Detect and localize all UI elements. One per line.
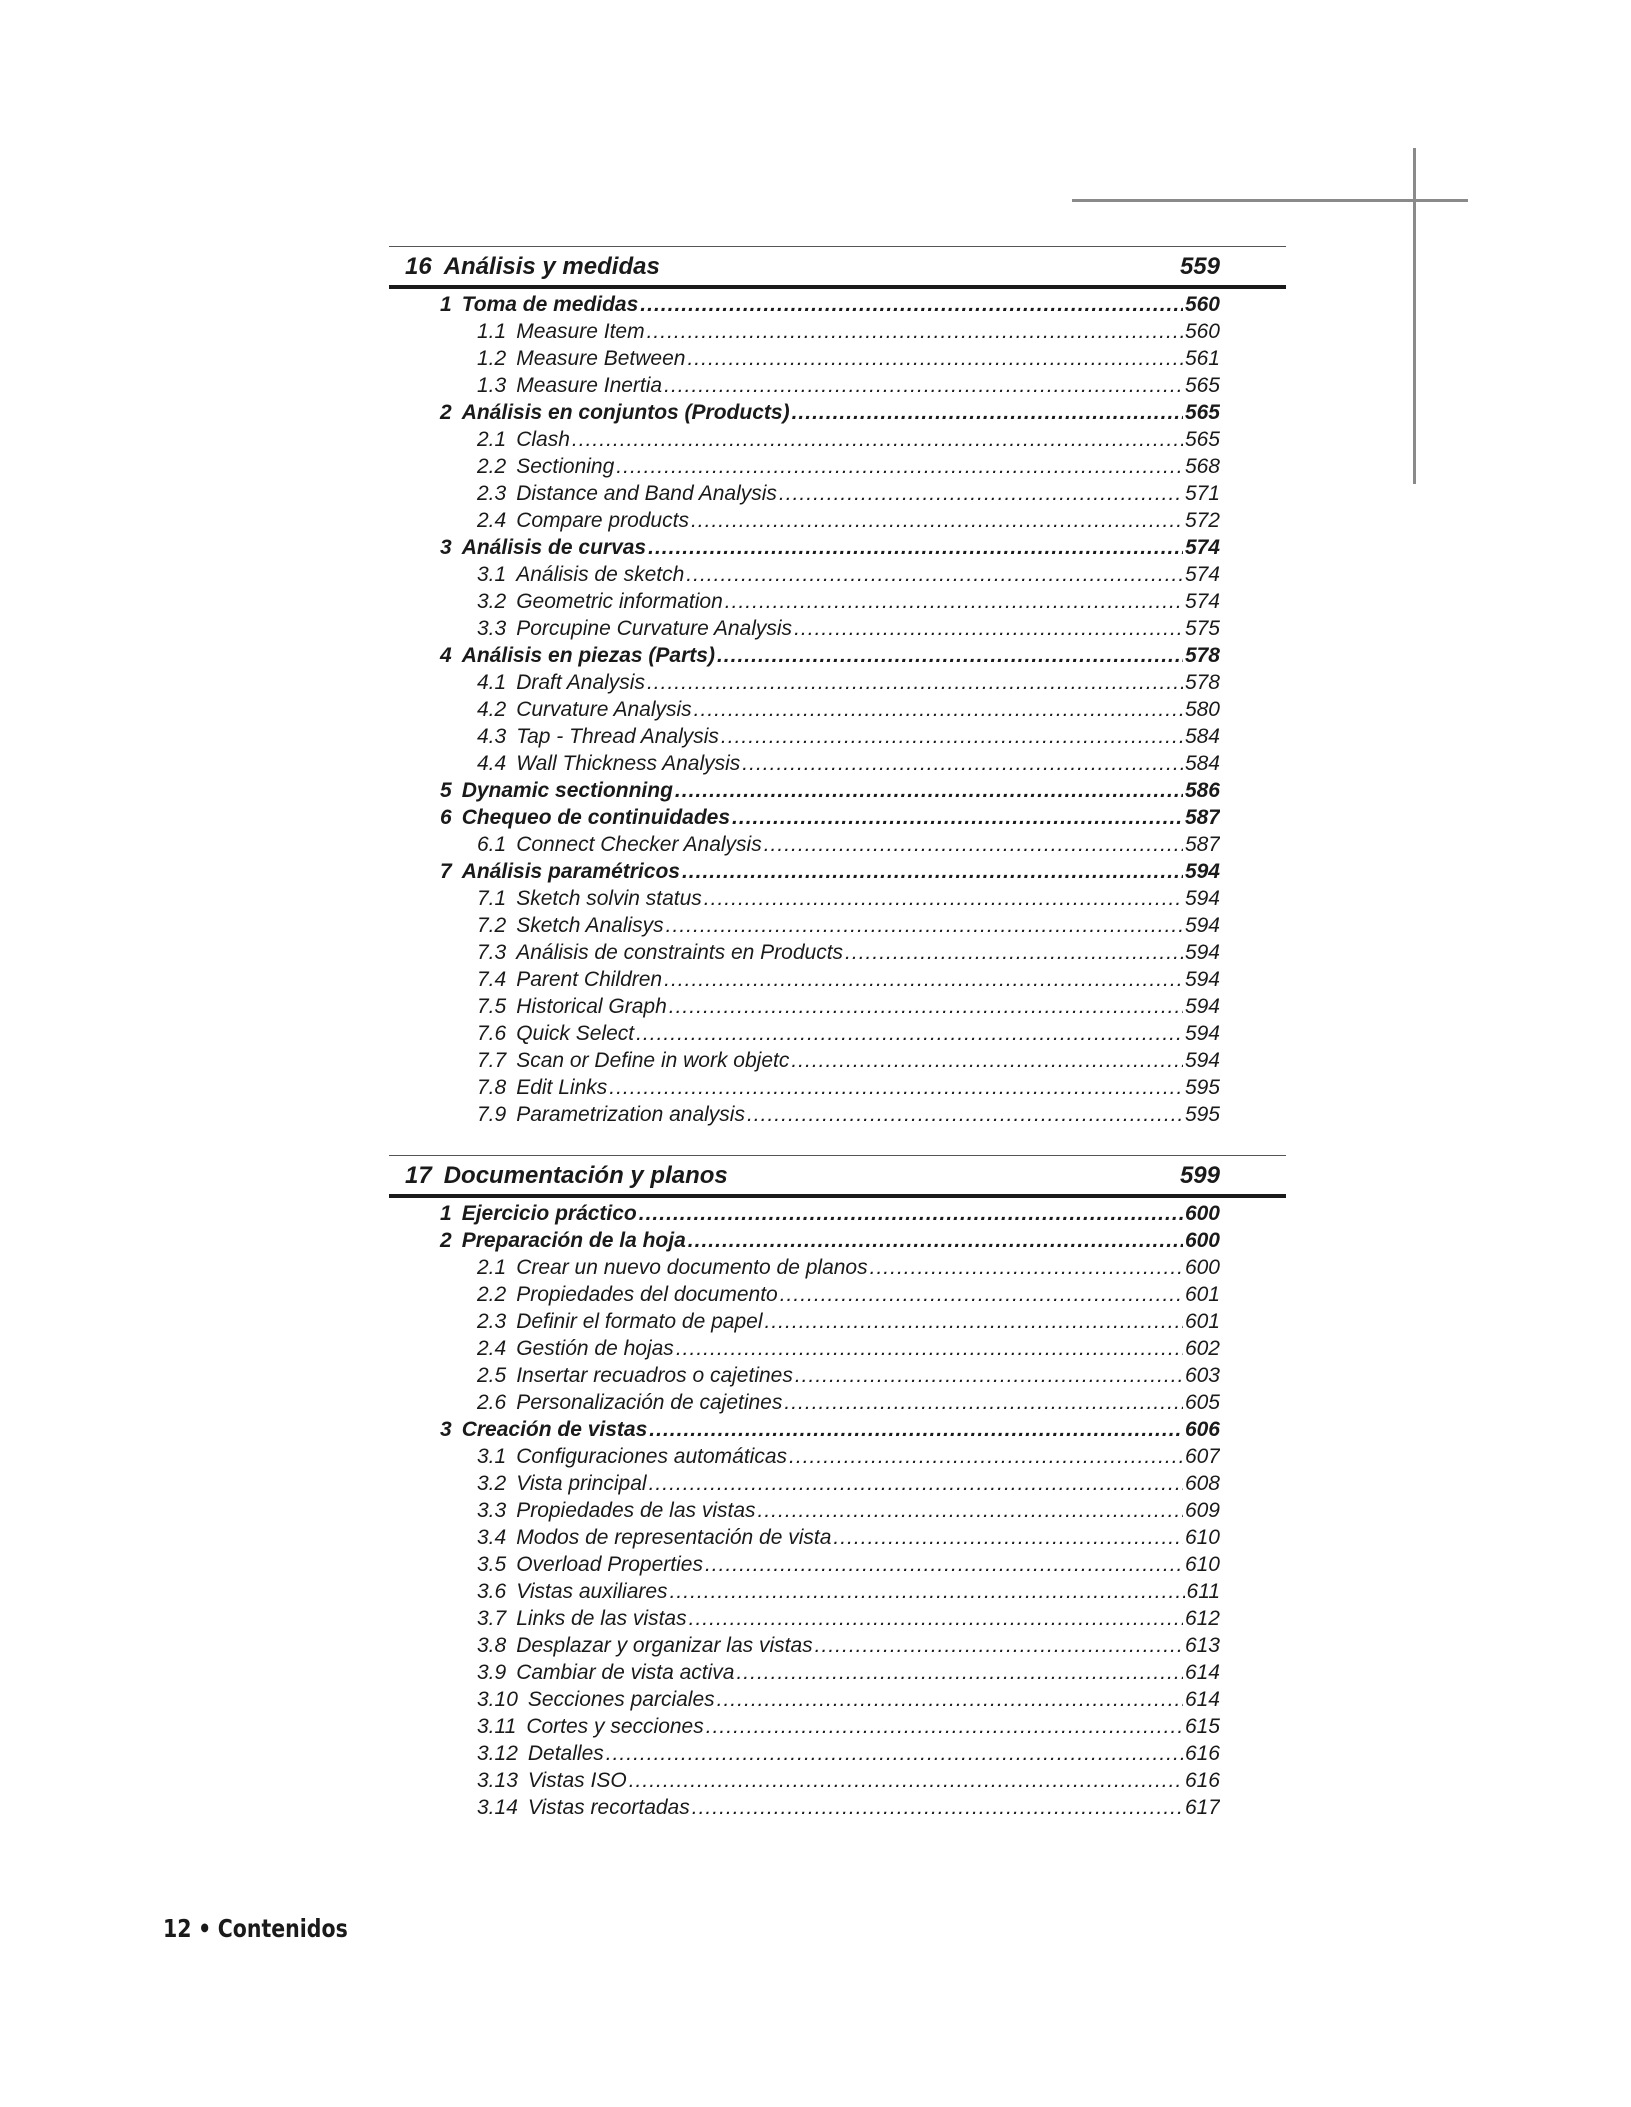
toc-subsection-entry [389, 1632, 1220, 1659]
entry-page-number: 610 [1184, 1526, 1220, 1549]
entry-page-number: 565 [1184, 374, 1220, 397]
entry-page-number: 600 [1184, 1256, 1220, 1279]
entry-page-number: 609 [1184, 1499, 1220, 1522]
dot-leader [845, 939, 1183, 966]
dot-leader [647, 318, 1183, 345]
toc-subsection-entry [389, 885, 1220, 912]
dot-leader [784, 1389, 1183, 1416]
page-footer [163, 1914, 348, 1943]
dot-leader [688, 1227, 1183, 1254]
dot-leader [764, 831, 1183, 858]
entry-title: Parametrization analysis [516, 1103, 745, 1126]
entry-title: Distance and Band Analysis [516, 482, 777, 505]
chapter-section [389, 1155, 1286, 1821]
crop-mark-vertical [1413, 148, 1416, 484]
toc-subsection-entry [389, 1443, 1220, 1470]
dot-leader [640, 291, 1183, 318]
entry-title: Secciones parciales [527, 1688, 715, 1711]
dot-leader [779, 480, 1183, 507]
dot-leader [616, 453, 1183, 480]
entry-title: Sketch Analisys [516, 914, 664, 937]
entry-title: Vistas ISO [527, 1769, 627, 1792]
entry-number: 2.1 [477, 1256, 507, 1279]
entry-number: 3.10 [477, 1688, 518, 1711]
entry-page-number: 601 [1184, 1283, 1220, 1306]
entry-title: Edit Links [516, 1076, 608, 1099]
entry-page-number: 617 [1184, 1796, 1220, 1819]
entry-page-number: 600 [1184, 1229, 1220, 1252]
chapter-title: Documentación y planos [443, 1162, 728, 1189]
dot-leader [742, 750, 1183, 777]
chapter-title-group [405, 1162, 728, 1190]
entry-number: 3.3 [477, 1499, 507, 1522]
toc-subsection-entry [389, 1047, 1220, 1074]
entry-title: Overload Properties [516, 1553, 703, 1576]
dot-leader [670, 1578, 1185, 1605]
entry-title: Measure Inertia [516, 374, 663, 397]
toc-subsection-entry [389, 831, 1220, 858]
chapter-title: Análisis y medidas [443, 253, 660, 280]
entry-page-number: 574 [1184, 590, 1220, 613]
entry-page-number: 600 [1184, 1202, 1220, 1225]
toc-section-entry [389, 291, 1220, 318]
dot-leader [765, 1308, 1183, 1335]
dot-leader [669, 993, 1183, 1020]
entry-title: Modos de representación de vista [516, 1526, 832, 1549]
entry-title: Ejercicio práctico [461, 1202, 637, 1225]
entry-title: Detalles [527, 1742, 604, 1765]
dot-leader [676, 1335, 1183, 1362]
toc-section-entry [389, 777, 1220, 804]
dot-leader [686, 561, 1183, 588]
dot-leader [725, 588, 1183, 615]
entry-page-number: 565 [1184, 401, 1220, 424]
entry-number: 7 [440, 860, 452, 883]
entry-number: 3.14 [477, 1796, 518, 1819]
entry-page-number: 575 [1184, 617, 1220, 640]
toc-subsection-entry [389, 1605, 1220, 1632]
entry-title: Geometric information [516, 590, 723, 613]
entry-page-number: 607 [1184, 1445, 1220, 1468]
toc-section-entry [389, 1227, 1220, 1254]
toc-subsection-entry [389, 1524, 1220, 1551]
dot-leader [694, 696, 1183, 723]
table-of-contents [389, 246, 1286, 1821]
entry-title: Cambiar de vista activa [516, 1661, 735, 1684]
entry-title: Análisis en piezas (Parts) [461, 644, 715, 667]
dot-leader [706, 1713, 1183, 1740]
entry-number: 6.1 [477, 833, 507, 856]
toc-subsection-entry [389, 966, 1220, 993]
entry-title: Clash [516, 428, 570, 451]
entry-page-number: 580 [1184, 698, 1220, 721]
entry-title: Chequeo de continuidades [461, 806, 731, 829]
dot-leader [649, 1470, 1183, 1497]
toc-subsection-entry [389, 1497, 1220, 1524]
entry-title: Crear un nuevo documento de planos [516, 1256, 868, 1279]
entry-number: 3.5 [477, 1553, 507, 1576]
toc-subsection-entry [389, 1389, 1220, 1416]
toc-subsection-entry [389, 1713, 1220, 1740]
toc-subsection-entry [389, 615, 1220, 642]
entry-number: 2.1 [477, 428, 507, 451]
entry-page-number: 601 [1184, 1310, 1220, 1333]
toc-subsection-entry [389, 1551, 1220, 1578]
toc-subsection-entry [389, 318, 1220, 345]
entry-title: Quick Select [516, 1022, 635, 1045]
entry-page-number: 615 [1184, 1715, 1220, 1738]
entry-page-number: 571 [1184, 482, 1220, 505]
toc-subsection-entry [389, 588, 1220, 615]
entry-number: 7.9 [477, 1103, 507, 1126]
footer-page-number: 12 [163, 1914, 192, 1943]
toc-subsection-entry [389, 696, 1220, 723]
entry-page-number: 560 [1184, 320, 1220, 343]
entry-title: Desplazar y organizar las vistas [516, 1634, 813, 1657]
entry-page-number: 616 [1184, 1742, 1220, 1765]
entry-number: 2.5 [477, 1364, 507, 1387]
entry-title: Parent Children [516, 968, 663, 991]
entry-number: 3.1 [477, 1445, 507, 1468]
entry-number: 1.2 [477, 347, 507, 370]
entry-page-number: 610 [1184, 1553, 1220, 1576]
toc-subsection-entry [389, 1101, 1220, 1128]
toc-subsection-entry [389, 1308, 1220, 1335]
toc-subsection-entry [389, 1470, 1220, 1497]
dot-leader [572, 426, 1183, 453]
entry-number: 1 [440, 1202, 452, 1225]
toc-subsection-entry [389, 993, 1220, 1020]
toc-section-entry [389, 1200, 1220, 1227]
dot-leader [732, 804, 1183, 831]
chapter-number: 17 [405, 1162, 432, 1189]
entry-number: 2.4 [477, 509, 507, 532]
dot-leader [648, 534, 1183, 561]
entry-number: 3.8 [477, 1634, 507, 1657]
entry-number: 3.3 [477, 617, 507, 640]
entry-title: Propiedades del documento [516, 1283, 778, 1306]
toc-subsection-entry [389, 507, 1220, 534]
entry-page-number: 584 [1184, 752, 1220, 775]
entry-number: 4 [440, 644, 452, 667]
entry-title: Vista principal [516, 1472, 647, 1495]
entry-number: 2.3 [477, 1310, 507, 1333]
dot-leader [675, 777, 1183, 804]
entry-title: Vistas auxiliares [516, 1580, 668, 1603]
entry-number: 2 [440, 1229, 452, 1252]
entry-title: Gestión de hojas [516, 1337, 674, 1360]
toc-subsection-entry [389, 1335, 1220, 1362]
entry-title: Connect Checker Analysis [516, 833, 762, 856]
entry-page-number: 594 [1184, 1049, 1220, 1072]
entry-number: 3 [440, 536, 452, 559]
dot-leader [780, 1281, 1183, 1308]
entry-number: 2 [440, 401, 452, 424]
entry-title: Measure Between [516, 347, 686, 370]
entry-title: Personalización de cajetines [516, 1391, 783, 1414]
dot-leader [833, 1524, 1183, 1551]
entry-number: 3.4 [477, 1526, 507, 1549]
toc-section-entry [389, 642, 1220, 669]
entry-page-number: 572 [1184, 509, 1220, 532]
toc-subsection-entry [389, 372, 1220, 399]
entry-page-number: 594 [1184, 887, 1220, 910]
entry-title: Dynamic sectionning [461, 779, 673, 802]
entry-page-number: 586 [1184, 779, 1220, 802]
entry-title: Análisis de curvas [461, 536, 647, 559]
entry-page-number: 614 [1184, 1661, 1220, 1684]
entry-page-number: 594 [1184, 1022, 1220, 1045]
entry-number: 7.8 [477, 1076, 507, 1099]
entry-page-number: 595 [1184, 1076, 1220, 1099]
entry-page-number: 594 [1184, 914, 1220, 937]
toc-section-entry [389, 399, 1220, 426]
entry-title: Wall Thickness Analysis [516, 752, 741, 775]
entry-page-number: 594 [1184, 995, 1220, 1018]
dot-leader [689, 1605, 1183, 1632]
entry-page-number: 594 [1184, 860, 1220, 883]
entry-number: 3.6 [477, 1580, 507, 1603]
footer-section-name: Contenidos [217, 1914, 348, 1943]
toc-section-entry [389, 534, 1220, 561]
toc-subsection-entry [389, 1794, 1220, 1821]
entry-number: 1.3 [477, 374, 507, 397]
toc-subsection-entry [389, 1578, 1220, 1605]
entry-number: 2.2 [477, 1283, 507, 1306]
toc-subsection-entry [389, 1686, 1220, 1713]
entry-number: 4.4 [477, 752, 507, 775]
entry-title: Scan or Define in work objetc [516, 1049, 790, 1072]
entry-title: Propiedades de las vistas [516, 1499, 756, 1522]
entry-page-number: 594 [1184, 968, 1220, 991]
toc-subsection-entry [389, 669, 1220, 696]
toc-entry-list [389, 1198, 1286, 1821]
entry-number: 3.7 [477, 1607, 507, 1630]
entry-title: Links de las vistas [516, 1607, 687, 1630]
toc-section-entry [389, 804, 1220, 831]
entry-number: 7.6 [477, 1022, 507, 1045]
entry-title: Configuraciones automáticas [516, 1445, 788, 1468]
entry-number: 3.1 [477, 563, 507, 586]
entry-number: 7.5 [477, 995, 507, 1018]
crop-mark-horizontal [1072, 199, 1468, 202]
entry-title: Sectioning [516, 455, 615, 478]
toc-subsection-entry [389, 480, 1220, 507]
dot-leader [687, 345, 1182, 372]
entry-page-number: 603 [1184, 1364, 1220, 1387]
entry-page-number: 594 [1184, 941, 1220, 964]
entry-title: Vistas recortadas [527, 1796, 690, 1819]
entry-number: 7.3 [477, 941, 507, 964]
entry-page-number: 595 [1184, 1103, 1220, 1126]
chapter-heading [389, 1156, 1286, 1198]
toc-subsection-entry [389, 1740, 1220, 1767]
entry-number: 7.2 [477, 914, 507, 937]
entry-number: 3 [440, 1418, 452, 1441]
entry-page-number: 587 [1184, 833, 1220, 856]
entry-title: Curvature Analysis [516, 698, 692, 721]
entry-page-number: 561 [1184, 347, 1220, 370]
toc-subsection-entry [389, 561, 1220, 588]
entry-page-number: 578 [1184, 671, 1220, 694]
dot-leader [736, 1659, 1182, 1686]
toc-subsection-entry [389, 1254, 1220, 1281]
dot-leader [692, 1794, 1183, 1821]
entry-page-number: 608 [1184, 1472, 1220, 1495]
dot-leader [609, 1074, 1183, 1101]
dot-leader [629, 1767, 1183, 1794]
toc-section-entry [389, 858, 1220, 885]
entry-number: 5 [440, 779, 452, 802]
entry-page-number: 613 [1184, 1634, 1220, 1657]
entry-number: 3.11 [477, 1715, 517, 1738]
dot-leader [794, 615, 1183, 642]
chapter-page-number: 559 [1179, 253, 1220, 280]
dot-leader [649, 1416, 1183, 1443]
entry-title: Tap - Thread Analysis [516, 725, 719, 748]
entry-page-number: 574 [1184, 536, 1220, 559]
entry-number: 3.2 [477, 590, 507, 613]
entry-number: 2.4 [477, 1337, 507, 1360]
entry-title: Definir el formato de papel [516, 1310, 763, 1333]
entry-page-number: 602 [1184, 1337, 1220, 1360]
entry-title: Draft Analysis [516, 671, 645, 694]
entry-page-number: 568 [1184, 455, 1220, 478]
toc-subsection-entry [389, 723, 1220, 750]
dot-leader [758, 1497, 1183, 1524]
entry-title: Measure Item [516, 320, 645, 343]
entry-title: Análisis en conjuntos (Products) [461, 401, 790, 424]
dot-leader [717, 642, 1183, 669]
toc-subsection-entry [389, 426, 1220, 453]
footer-separator: • [198, 1914, 212, 1943]
chapter-title-group [405, 253, 660, 281]
dot-leader [691, 507, 1183, 534]
entry-number: 6 [440, 806, 452, 829]
toc-subsection-entry [389, 912, 1220, 939]
toc-subsection-entry [389, 1074, 1220, 1101]
entry-number: 1 [440, 293, 452, 316]
dot-leader [636, 1020, 1183, 1047]
entry-number: 2.2 [477, 455, 507, 478]
dot-leader [747, 1101, 1183, 1128]
dot-leader [789, 1443, 1183, 1470]
dot-leader [666, 912, 1183, 939]
dot-leader [721, 723, 1183, 750]
entry-page-number: 565 [1184, 428, 1220, 451]
entry-page-number: 605 [1184, 1391, 1220, 1414]
toc-subsection-entry [389, 453, 1220, 480]
chapter-section [389, 246, 1286, 1128]
chapter-number: 16 [405, 253, 432, 280]
toc-subsection-entry [389, 345, 1220, 372]
dot-leader [639, 1200, 1183, 1227]
entry-number: 3.9 [477, 1661, 507, 1684]
entry-number: 7.4 [477, 968, 507, 991]
entry-number: 3.2 [477, 1472, 507, 1495]
entry-number: 2.3 [477, 482, 507, 505]
entry-page-number: 614 [1184, 1688, 1220, 1711]
dot-leader [795, 1362, 1183, 1389]
entry-title: Análisis de constraints en Products [516, 941, 844, 964]
entry-page-number: 611 [1186, 1580, 1220, 1603]
entry-page-number: 574 [1184, 563, 1220, 586]
entry-title: Sketch solvin status [516, 887, 702, 910]
entry-page-number: 612 [1184, 1607, 1220, 1630]
entry-page-number: 606 [1184, 1418, 1220, 1441]
toc-subsection-entry [389, 1767, 1220, 1794]
entry-number: 3.12 [477, 1742, 518, 1765]
dot-leader [682, 858, 1183, 885]
entry-title: Preparación de la hoja [461, 1229, 686, 1252]
entry-title: Creación de vistas [461, 1418, 648, 1441]
toc-subsection-entry [389, 939, 1220, 966]
entry-number: 4.3 [477, 725, 507, 748]
dot-leader [870, 1254, 1183, 1281]
entry-page-number: 560 [1184, 293, 1220, 316]
chapter-page-number: 599 [1179, 1162, 1220, 1189]
dot-leader [815, 1632, 1183, 1659]
entry-title: Análisis paramétricos [461, 860, 680, 883]
entry-page-number: 587 [1184, 806, 1220, 829]
toc-subsection-entry [389, 1020, 1220, 1047]
entry-page-number: 584 [1184, 725, 1220, 748]
toc-entry-list [389, 289, 1286, 1128]
dot-leader [606, 1740, 1183, 1767]
dot-leader [791, 1047, 1183, 1074]
entry-number: 1.1 [477, 320, 507, 343]
entry-number: 4.1 [477, 671, 507, 694]
toc-subsection-entry [389, 750, 1220, 777]
toc-section-entry [389, 1416, 1220, 1443]
toc-subsection-entry [389, 1281, 1220, 1308]
entry-title: Análisis de sketch [516, 563, 685, 586]
entry-title: Porcupine Curvature Analysis [516, 617, 793, 640]
toc-subsection-entry [389, 1659, 1220, 1686]
toc-subsection-entry [389, 1362, 1220, 1389]
entry-title: Cortes y secciones [526, 1715, 704, 1738]
entry-title: Compare products [516, 509, 689, 532]
dot-leader [792, 399, 1183, 426]
dot-leader [647, 669, 1183, 696]
entry-page-number: 616 [1184, 1769, 1220, 1792]
chapter-heading [389, 247, 1286, 289]
entry-title: Historical Graph [516, 995, 667, 1018]
entry-number: 7.1 [477, 887, 507, 910]
entry-number: 2.6 [477, 1391, 507, 1414]
dot-leader [664, 372, 1183, 399]
entry-page-number: 578 [1184, 644, 1220, 667]
entry-title: Toma de medidas [461, 293, 639, 316]
entry-number: 3.13 [477, 1769, 518, 1792]
dot-leader [664, 966, 1183, 993]
dot-leader [705, 1551, 1183, 1578]
entry-number: 7.7 [477, 1049, 507, 1072]
dot-leader [704, 885, 1183, 912]
dot-leader [717, 1686, 1183, 1713]
entry-number: 4.2 [477, 698, 507, 721]
entry-title: Insertar recuadros o cajetines [516, 1364, 793, 1387]
